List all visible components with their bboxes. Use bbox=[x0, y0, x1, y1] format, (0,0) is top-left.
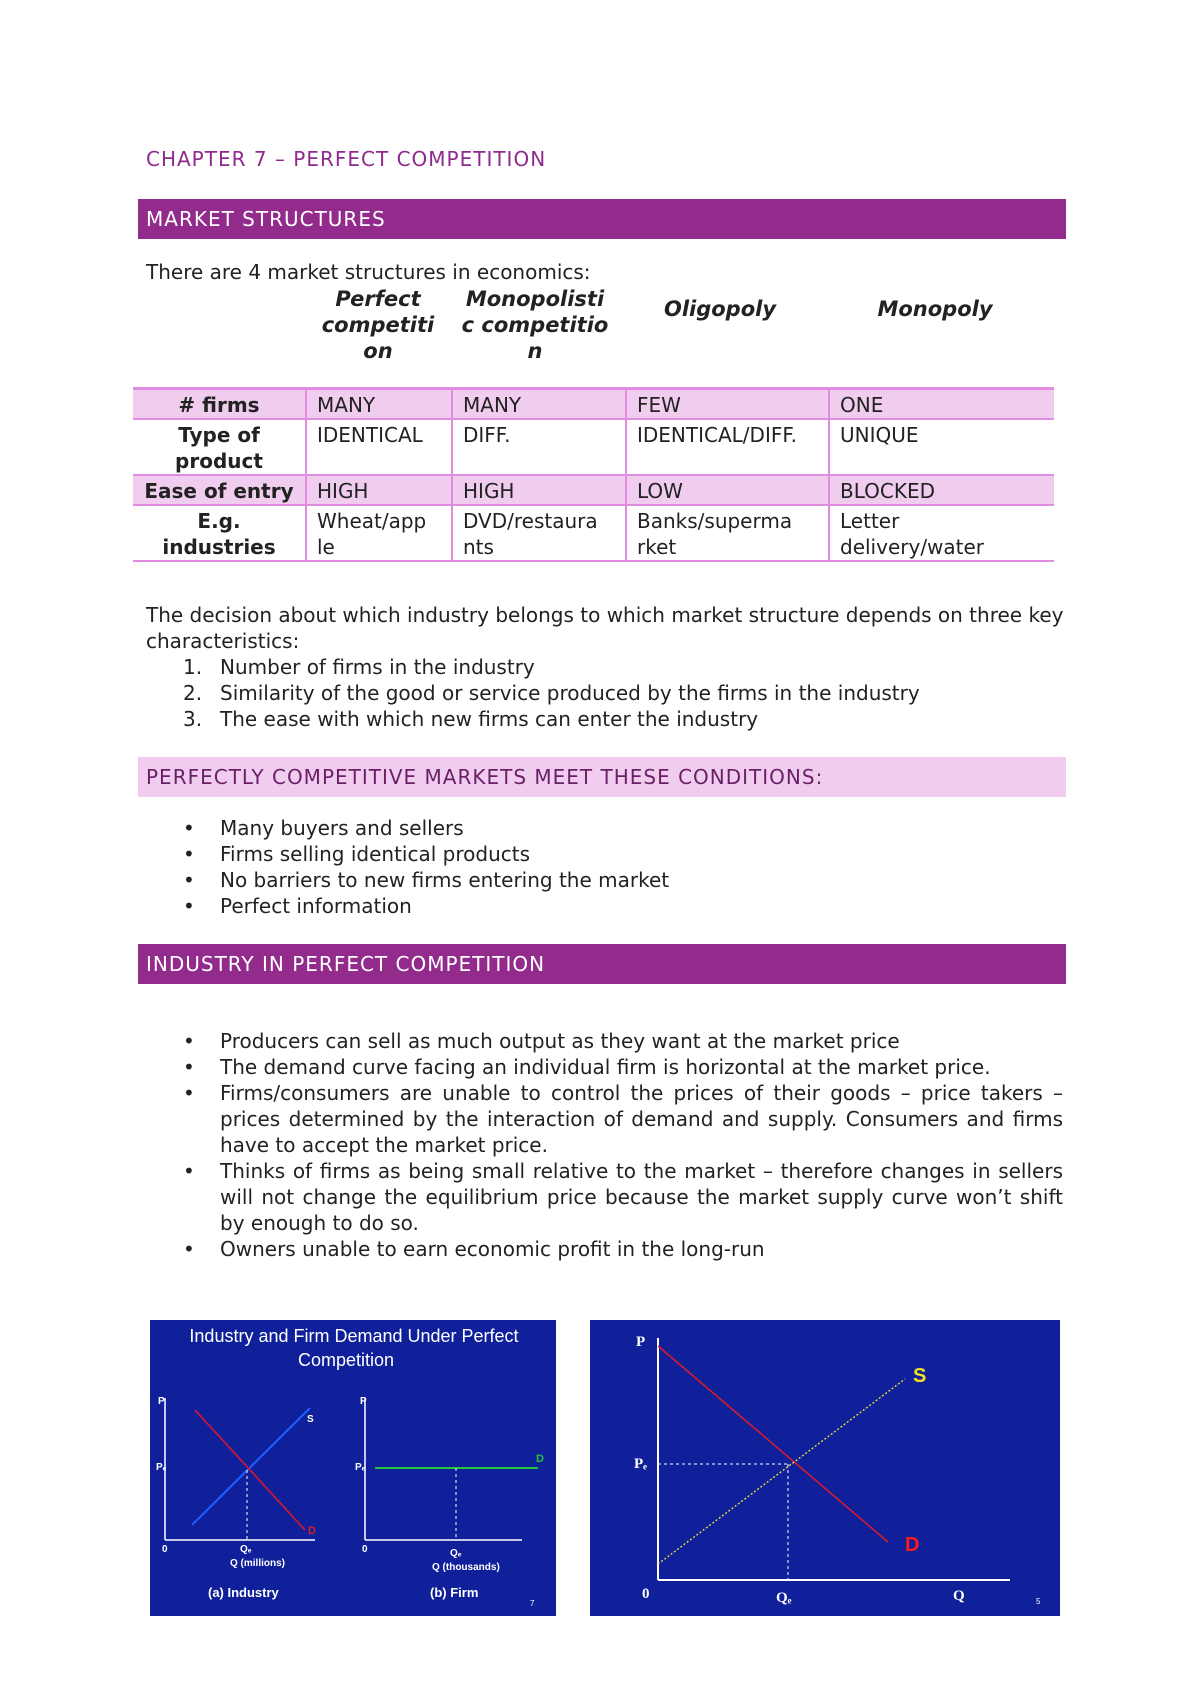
section-header-market-structures: MARKET STRUCTURES bbox=[138, 199, 1066, 239]
table-row bbox=[133, 389, 1054, 420]
section-header-industry: INDUSTRY IN PERFECT COMPETITION bbox=[138, 944, 1066, 984]
panel-a-pe-label: Pₑ bbox=[156, 1462, 167, 1473]
table-cell: BLOCKED bbox=[829, 475, 1054, 505]
table-cell: HIGH bbox=[306, 475, 452, 505]
pe-label: Pₑ bbox=[634, 1456, 648, 1472]
row-label: E.g. industries bbox=[133, 505, 306, 561]
table-cell: MANY bbox=[452, 389, 626, 420]
table-cell: IDENTICAL/DIFF. bbox=[626, 419, 829, 475]
list-item: • Producers can sell as much output as they want at the market price bbox=[183, 1029, 900, 1053]
list-item: 3. The ease with which new firms can enter the industry bbox=[183, 707, 759, 731]
panel-b-caption: (b) Firm bbox=[430, 1585, 479, 1600]
origin-label: 0 bbox=[642, 1586, 650, 1602]
table-cell: DIFF. bbox=[452, 419, 626, 475]
table-cell: Letter delivery/water bbox=[829, 505, 1054, 561]
panel-b-p-label: P bbox=[360, 1396, 367, 1407]
table-cell: Wheat/app le bbox=[306, 505, 452, 561]
list-item: • Firms selling identical products bbox=[183, 842, 530, 866]
table-cell: ONE bbox=[829, 389, 1054, 420]
table-cell: HIGH bbox=[452, 475, 626, 505]
supply-demand-svg bbox=[590, 1320, 1060, 1616]
row-label: Ease of entry bbox=[133, 475, 306, 505]
section-header-conditions: PERFECTLY COMPETITIVE MARKETS MEET THESE CONDITIONS: bbox=[138, 757, 1066, 797]
panel-a-p-label: P bbox=[158, 1396, 165, 1407]
panel-a-d-label: D bbox=[308, 1525, 316, 1537]
table-cell: FEW bbox=[626, 389, 829, 420]
table-cell: LOW bbox=[626, 475, 829, 505]
list-item: 2. Similarity of the good or service produced by the firms in the industry bbox=[183, 681, 920, 705]
table-cell: DVD/restaura nts bbox=[452, 505, 626, 561]
industry-list bbox=[183, 1028, 1063, 1262]
p-axis-label: P bbox=[636, 1334, 646, 1350]
list-item: • Perfect information bbox=[183, 894, 412, 918]
list-item: • Owners unable to earn economic profit in the long-run bbox=[183, 1237, 765, 1261]
table-header-oligopoly: Oligopoly bbox=[663, 297, 777, 321]
row-label: Type of product bbox=[133, 419, 306, 475]
panel-a-s-label: S bbox=[307, 1414, 314, 1425]
chart1-page-number: 7 bbox=[530, 1599, 535, 1608]
demand-label: D bbox=[905, 1534, 920, 1556]
chart1-title-line1: Industry and Firm Demand Under Perfect bbox=[189, 1326, 519, 1346]
qe-label: Qₑ bbox=[776, 1590, 792, 1606]
industry-firm-demand-svg bbox=[150, 1320, 556, 1616]
list-item: • The demand curve facing an individual firm is horizontal at the market price. bbox=[183, 1055, 991, 1079]
panel-b-qe-label: Qₑ bbox=[450, 1548, 462, 1559]
list-item: 1. Number of firms in the industry bbox=[183, 655, 535, 679]
table-cell: UNIQUE bbox=[829, 419, 1054, 475]
panel-a-zero: 0 bbox=[162, 1544, 168, 1555]
list-item: • Firms/consumers are unable to control the prices of their goods – price takers – prices determined by the interaction of demand and supply. Consumers and firms have to accept the market price. bbox=[183, 1081, 1063, 1157]
table-cell: MANY bbox=[306, 389, 452, 420]
supply-demand-chart bbox=[590, 1320, 1060, 1616]
table-row bbox=[133, 475, 1054, 505]
market-structures-table bbox=[133, 387, 1054, 562]
row-label: # firms bbox=[133, 389, 306, 420]
panel-b-d-label: D bbox=[536, 1453, 544, 1465]
panel-a-qe-label: Qₑ bbox=[240, 1544, 252, 1555]
industry-firm-demand-chart bbox=[150, 1320, 556, 1616]
q-axis-label: Q bbox=[953, 1588, 965, 1604]
demand-line bbox=[658, 1346, 888, 1542]
panel-b-pe-label: Pₑ bbox=[355, 1462, 366, 1473]
panel-a-axis-label: Q (millions) bbox=[230, 1558, 285, 1569]
supply-line bbox=[658, 1379, 905, 1564]
panel-b-zero: 0 bbox=[362, 1544, 368, 1555]
table-cell: Banks/superma rket bbox=[626, 505, 829, 561]
supply-label: S bbox=[913, 1365, 927, 1387]
list-item: • No barriers to new firms entering the market bbox=[183, 868, 670, 892]
chart2-page-number: 5 bbox=[1036, 1597, 1041, 1606]
intro-text: There are 4 market structures in economics: bbox=[146, 260, 591, 284]
list-item: • Many buyers and sellers bbox=[183, 816, 464, 840]
page-title: CHAPTER 7 – PERFECT COMPETITION bbox=[146, 147, 547, 171]
panel-b-axis-label: Q (thousands) bbox=[432, 1562, 500, 1573]
table-row bbox=[133, 505, 1054, 561]
panel-a-caption: (a) Industry bbox=[208, 1585, 279, 1600]
table-cell: IDENTICAL bbox=[306, 419, 452, 475]
conditions-list bbox=[183, 815, 1063, 919]
table-header-perfect: Perfect competiti on bbox=[321, 287, 435, 363]
chart1-title-line2: Competition bbox=[297, 1350, 395, 1370]
table-row bbox=[133, 419, 1054, 475]
list-item: • Thinks of firms as being small relative to the market – therefore changes in sellers will not change the equilibrium price because the market supply curve won’t shift by enough to do so. bbox=[183, 1159, 1063, 1235]
decision-text: The decision about which industry belongs to which market structure depends on three key characteristics: bbox=[146, 603, 1064, 653]
table-header-monopoly: Monopoly bbox=[877, 297, 993, 321]
characteristics-list bbox=[183, 654, 1063, 732]
table-header-monopolistic: Monopolisti c competitio n bbox=[461, 287, 609, 363]
